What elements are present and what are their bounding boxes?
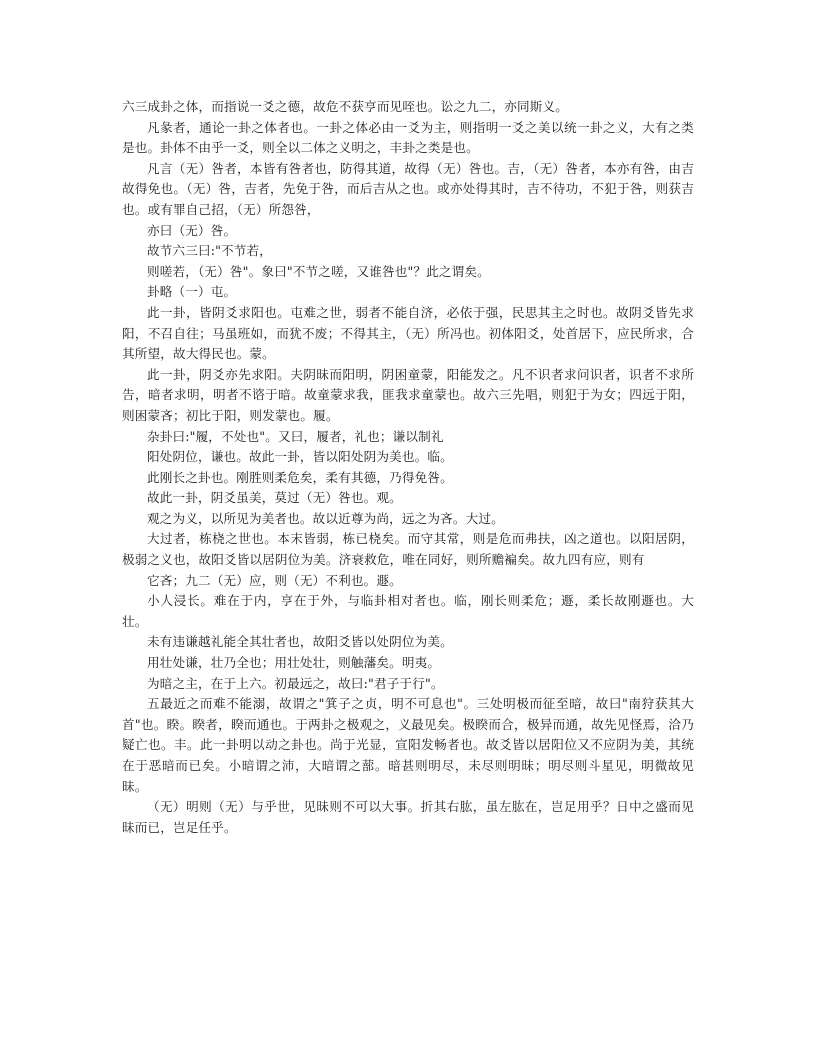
paragraph-21: 五最近之而难不能溺，故谓之"箕子之贞，明不可息也"。三处明极而征至暗，故曰"南狩获其大首"也。睽。睽者，睽而通也。于两卦之极观之，义最见矣。极睽而合，极异而通，故先见怪焉，洽乃疑亡也。丰。此一卦明以动之卦也。尚于光显，宣阳发畅者也。故爻皆以居阳位又不应阴为美，其统在于恶暗而已矣。小暗谓之沛，大暗谓之蔀。暗甚则明尽，未尽则明昧；明尽则斗星见，明微故见昧。 bbox=[122, 696, 694, 794]
paragraph-7: 卦略（一）屯。 bbox=[147, 284, 237, 300]
paragraph-12: 此刚长之卦也。刚胜则柔危矣，柔有其德，乃得免咎。 bbox=[147, 469, 453, 485]
paragraph-17: 小人浸长。难在于内，亨在于外，与临卦相对者也。临，刚长则柔危；遯，柔长故刚遯也。大壮。 bbox=[122, 593, 694, 629]
paragraph-15: 大过者，栋桡之世也。本末皆弱，栋已桡矣。而守其常，则是危而弗扶，凶之道也。以阳居阴，极弱之义也，故阳爻皆以居阴位为美。济衰救危，唯在同好，则所赡褊矣。故九四有应，则有 bbox=[122, 531, 694, 568]
paragraph-19: 用壮处谦，壮乃全也；用壮处壮，则触藩矣。明夷。 bbox=[147, 655, 441, 671]
paragraph-9: 此一卦，阴爻亦先求阳。夫阴昧而阳明，阴困童蒙，阳能发之。凡不识者求问识者，识者不求所告，暗者求明，明者不谘于暗。故童蒙求我，匪我求童蒙也。故六三先唱，则犯于为女；四远于阳，则困蒙吝；初比于阳，则发蒙也。履。 bbox=[122, 366, 694, 423]
paragraph-2: 凡彖者，通论一卦之体者也。一卦之体必由一爻为主，则指明一爻之美以统一卦之义，大有之类是也。卦体不由乎一爻，则全以二体之义明之，丰卦之类是也。 bbox=[122, 119, 694, 156]
document-page bbox=[122, 97, 694, 838]
paragraph-10: 杂卦曰:"履，不处也"。又曰，履者，礼也；谦以制礼 bbox=[147, 428, 444, 444]
paragraph-3: 凡言（无）咎者，本皆有咎者也，防得其道，故得（无）咎也。吉，（无）咎者，本亦有咎，由吉故得免也。（无）咎，吉者，先免于咎，而后吉从之也。或亦处得其时，吉不待功，不犯于咎，则获吉也。或有罪自己招，（无）所怨咎， bbox=[122, 160, 694, 217]
paragraph-8: 此一卦，皆阴爻求阳也。屯难之世，弱者不能自济，必依于强，民思其主之时也。故阴爻皆先求阳，不召自往；马虽班如，而犹不废；不得其主，（无）所冯也。初体阳爻，处首居下，应民所求，合其所望，故大得民也。蒙。 bbox=[122, 304, 694, 362]
paragraph-13: 故此一卦，阴爻虽美，莫过（无）咎也。观。 bbox=[147, 490, 402, 506]
paragraph-6: 则嗟若，（无）咎"。象曰"不节之嗟，又谁咎也"？此之谓矣。 bbox=[147, 263, 490, 279]
paragraph-4: 亦曰（无）咎。 bbox=[147, 222, 237, 238]
paragraph-16: 它吝；九二（无）应，则（无）不利也。遯。 bbox=[147, 572, 402, 588]
paragraph-14: 观之为义，以所见为美者也。故以近尊为尚，远之为吝。大过。 bbox=[147, 510, 504, 526]
paragraph-20: 为暗之主，在于上六。初最远之，故曰:"君子于行"。 bbox=[147, 675, 444, 691]
paragraph-18: 未有违谦越礼能全其壮者也，故阳爻皆以处阴位为美。 bbox=[147, 634, 453, 650]
paragraph-5: 故节六三曰:"不节若， bbox=[147, 243, 273, 259]
paragraph-11: 阳处阴位，谦也。故此一卦，皆以阳处阴为美也。临。 bbox=[147, 449, 453, 465]
paragraph-22: （无）明则（无）与乎世，见昧则不可以大事。折其右肱，虽左肱在，岂足用乎？日中之盛而见昧而已，岂足任乎。 bbox=[122, 799, 694, 835]
paragraph-1: 六三成卦之体，而指说一爻之德，故危不获亨而见咥也。讼之九二，亦同斯义。 bbox=[122, 99, 569, 114]
